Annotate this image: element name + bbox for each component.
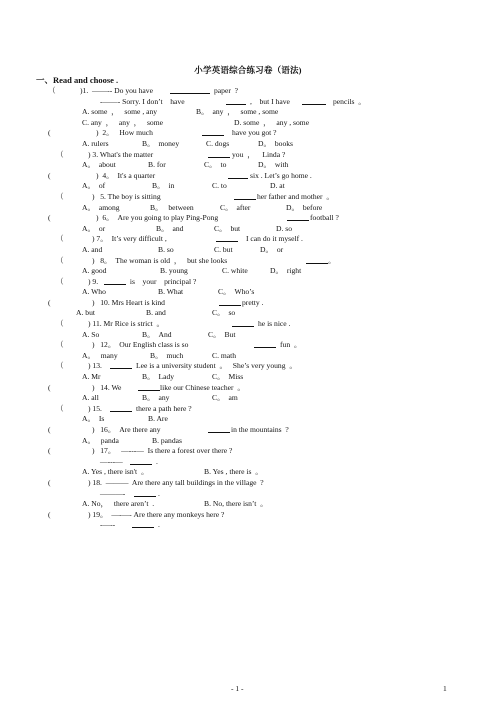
- question-line: [0, 192, 496, 203]
- line-text: A. Who: [82, 287, 106, 297]
- question-line: [0, 224, 496, 235]
- answer-blank[interactable]: [110, 361, 132, 369]
- line-text: （: [56, 403, 64, 413]
- answer-blank[interactable]: [287, 213, 309, 221]
- answer-blank[interactable]: [208, 425, 230, 433]
- line-text: A. good: [82, 266, 107, 276]
- line-text: C。 after: [220, 202, 251, 212]
- line-text: C. but: [214, 244, 233, 254]
- line-text: （: [56, 191, 64, 201]
- line-text: A。 Is: [82, 414, 105, 424]
- line-text: B。 money: [142, 138, 180, 148]
- line-text: ) 3. What's the matter: [88, 149, 154, 159]
- line-text: B。 any: [142, 393, 170, 403]
- answer-blank[interactable]: [232, 319, 254, 327]
- line-text: （: [56, 276, 64, 286]
- question-line: [0, 160, 496, 171]
- line-text: D。 right: [270, 266, 302, 276]
- line-text: (: [48, 446, 51, 456]
- line-text: , but I have: [250, 96, 290, 106]
- question-line: [0, 234, 496, 245]
- line-text: ) 5. The boy is sitting: [92, 191, 161, 201]
- answer-blank[interactable]: [138, 383, 160, 391]
- line-text: D。 before: [286, 202, 323, 212]
- question-line: [0, 404, 496, 415]
- question-line: [0, 414, 496, 425]
- question-line: [0, 298, 496, 309]
- line-text: D. so: [276, 223, 293, 233]
- question-line: [0, 213, 496, 224]
- line-text: C。 Miss: [212, 372, 244, 382]
- line-text: A。 or: [82, 223, 106, 233]
- question-line: [0, 203, 496, 214]
- line-text: （: [56, 255, 64, 265]
- question-line: [0, 330, 496, 341]
- question-line: [0, 383, 496, 394]
- question-line: [0, 489, 496, 500]
- line-text: (: [48, 128, 51, 138]
- line-text: A。 of: [82, 181, 106, 191]
- line-text: .: [158, 520, 160, 530]
- question-line: [0, 107, 496, 118]
- line-text: （: [56, 361, 64, 371]
- line-text: B. What: [158, 287, 184, 297]
- line-text: （: [56, 149, 64, 159]
- line-text: A. No， there aren’t .: [82, 499, 155, 509]
- line-text: -——- Sorry. I don’t have: [100, 96, 185, 106]
- answer-blank[interactable]: [226, 97, 246, 105]
- line-text: D. at: [270, 181, 285, 191]
- answer-blank[interactable]: [302, 97, 326, 105]
- line-text: C。 so: [212, 308, 236, 318]
- line-text: ) 19。 —-—- Are there any monkeys here ?: [88, 509, 225, 519]
- line-text: C. white: [222, 266, 248, 276]
- line-text: A. rulers: [82, 138, 109, 148]
- line-text: A。 panda: [82, 435, 119, 445]
- line-text: B。 between: [150, 202, 194, 212]
- line-text: C。 am: [212, 393, 238, 403]
- line-text: C。 to: [204, 160, 227, 170]
- question-line: [0, 319, 496, 330]
- line-text: (: [48, 297, 51, 307]
- page-number-right: 1: [443, 684, 447, 693]
- line-text: ) 9.: [88, 276, 99, 286]
- line-text: football ?: [310, 213, 339, 223]
- question-line: [0, 393, 496, 404]
- answer-blank[interactable]: [306, 256, 328, 264]
- line-text: A。 about: [82, 160, 116, 170]
- line-text: (: [48, 477, 51, 487]
- answer-blank[interactable]: [104, 277, 126, 285]
- line-text: .: [158, 488, 160, 498]
- line-text: ) 15.: [88, 403, 102, 413]
- line-text: in the mountains ?: [231, 425, 289, 434]
- line-text: （: [56, 340, 64, 350]
- line-text: A。 among: [82, 202, 120, 212]
- line-text: ) 12。 Our English class is so: [92, 340, 189, 350]
- answer-blank[interactable]: [254, 340, 276, 348]
- line-text: B. No, there isn’t 。: [204, 499, 268, 509]
- line-text: ) 6。 Are you going to play Ping-Pong: [96, 213, 219, 223]
- question-line: [0, 425, 496, 436]
- question-line: [0, 266, 496, 277]
- question-line: [0, 171, 496, 182]
- question-line: [0, 361, 496, 372]
- question-line: [0, 467, 496, 478]
- line-text: A. and: [82, 244, 103, 254]
- line-text: ) 16。 Are there any: [92, 425, 161, 434]
- line-text: paper ?: [214, 86, 239, 95]
- line-text: B。 and: [156, 223, 184, 233]
- exercise-list: [0, 86, 496, 531]
- line-text: A. Yes , there isn't 。: [82, 467, 149, 477]
- question-line: [0, 457, 496, 468]
- line-text: like our Chinese teacher 。: [160, 382, 245, 392]
- question-line: [0, 287, 496, 298]
- line-text: （: [48, 86, 56, 95]
- question-line: [0, 308, 496, 319]
- line-text: B。 much: [150, 350, 184, 360]
- question-line: [0, 340, 496, 351]
- line-text: B. Are: [148, 414, 168, 424]
- line-text: C. any ， any ， some: [82, 117, 163, 127]
- line-text: ) 4。 It's a quarter: [96, 170, 156, 180]
- answer-blank[interactable]: [202, 128, 224, 136]
- line-text: （: [56, 234, 64, 244]
- answer-blank[interactable]: [134, 489, 156, 497]
- question-line: [0, 128, 496, 139]
- question-line: [0, 245, 496, 256]
- line-text: A. all: [82, 393, 99, 403]
- line-text: )1. ——-- Do you have: [80, 86, 153, 95]
- line-text: —---—: [100, 456, 123, 466]
- line-text: B. and: [146, 308, 166, 318]
- line-text: pencils 。: [333, 96, 366, 106]
- line-text: I can do it myself .: [246, 234, 303, 244]
- answer-blank[interactable]: [234, 192, 256, 200]
- answer-blank[interactable]: [132, 520, 154, 528]
- line-text: （: [56, 319, 64, 329]
- line-text: B. for: [148, 160, 166, 170]
- line-text: A. some ， some , any: [82, 107, 158, 117]
- line-text: C。 But: [208, 329, 236, 339]
- answer-blank[interactable]: [219, 298, 241, 306]
- line-text: C. dogs: [206, 138, 230, 148]
- line-text: C. math: [212, 350, 237, 360]
- line-text: 。: [328, 255, 336, 265]
- line-text: D。 with: [258, 160, 289, 170]
- line-text: B. so: [158, 244, 174, 254]
- question-line: [0, 118, 496, 129]
- line-text: ) 13.: [88, 361, 102, 371]
- line-text: B。 Lady: [142, 372, 175, 382]
- line-text: B. pandas: [152, 435, 182, 445]
- page-number: - 1 -: [231, 684, 244, 693]
- question-line: [0, 499, 496, 510]
- line-text: B。 And: [142, 329, 172, 339]
- line-text: six . Let’s go home .: [250, 170, 312, 180]
- line-text: D. some ， any , some: [234, 117, 310, 127]
- line-text: ) 10. Mrs Heart is kind: [92, 297, 165, 307]
- line-text: A. but: [76, 308, 95, 318]
- line-text: B. young: [160, 266, 188, 276]
- question-line: [0, 372, 496, 383]
- answer-blank[interactable]: [208, 150, 230, 158]
- line-text: have you got ?: [232, 128, 277, 138]
- section-heading: 一、Read and choose .: [36, 75, 119, 85]
- line-text: D。 or: [260, 244, 284, 254]
- line-text: (: [48, 425, 51, 434]
- question-line: [0, 446, 496, 457]
- question-line: [0, 520, 496, 531]
- line-text: A. So: [82, 329, 100, 339]
- line-text: -—--: [100, 520, 116, 530]
- question-line: [0, 86, 496, 97]
- line-text: C。 but: [214, 223, 241, 233]
- line-text: ) 7。 It’s very difficult ,: [92, 234, 167, 244]
- answer-blank[interactable]: [130, 457, 152, 465]
- question-line: [0, 150, 496, 161]
- line-text: Lee is a university student 。 She’s very young 。: [136, 361, 297, 371]
- line-text: ) 17。 —---— Is there a forest over there ?: [92, 446, 233, 456]
- line-text: ) 11. Mr Rice is strict 。: [88, 319, 165, 329]
- answer-blank[interactable]: [228, 171, 248, 179]
- question-line: [0, 181, 496, 192]
- line-text: A. Mr: [82, 372, 101, 382]
- line-text: A。 many: [82, 350, 118, 360]
- line-text: (: [48, 170, 51, 180]
- line-text: ) 14. We: [92, 382, 122, 392]
- line-text: ) 18. ——— Are there any tall buildings in the village ?: [88, 477, 264, 487]
- question-line: [0, 97, 496, 108]
- line-text: ———-: [100, 488, 126, 498]
- line-text: B。 any ， some , some: [196, 107, 279, 117]
- line-text: fun 。: [280, 340, 302, 350]
- line-text: (: [48, 509, 51, 519]
- line-text: is your principal ?: [128, 276, 197, 286]
- line-text: B. Yes , there is 。: [204, 467, 263, 477]
- line-text: .: [156, 456, 158, 466]
- line-text: there a path here ?: [136, 403, 192, 413]
- line-text: B。 in: [152, 181, 175, 191]
- question-line: [0, 510, 496, 521]
- question-line: [0, 256, 496, 267]
- line-text: pretty .: [242, 297, 264, 307]
- line-text: ) 8。 The woman is old ， but she looks: [92, 255, 228, 265]
- line-text: (: [48, 382, 51, 392]
- line-text: C. to: [212, 181, 227, 191]
- line-text: (: [48, 213, 51, 223]
- line-text: he is nice .: [258, 319, 291, 329]
- line-text: C。 Who’s: [218, 287, 255, 297]
- line-text: her father and mother 。: [257, 191, 334, 201]
- page-title: 小学英语综合练习卷（语法): [194, 65, 302, 75]
- question-line: [0, 277, 496, 288]
- question-line: [0, 351, 496, 362]
- question-line: [0, 436, 496, 447]
- line-text: D。 books: [258, 138, 294, 148]
- question-line: [0, 478, 496, 489]
- line-text: you ， Linda ?: [232, 149, 286, 159]
- answer-blank[interactable]: [216, 234, 238, 242]
- answer-blank[interactable]: [110, 404, 132, 412]
- answer-blank[interactable]: [170, 86, 210, 94]
- line-text: ) 2。 How much: [96, 128, 153, 138]
- question-line: [0, 139, 496, 150]
